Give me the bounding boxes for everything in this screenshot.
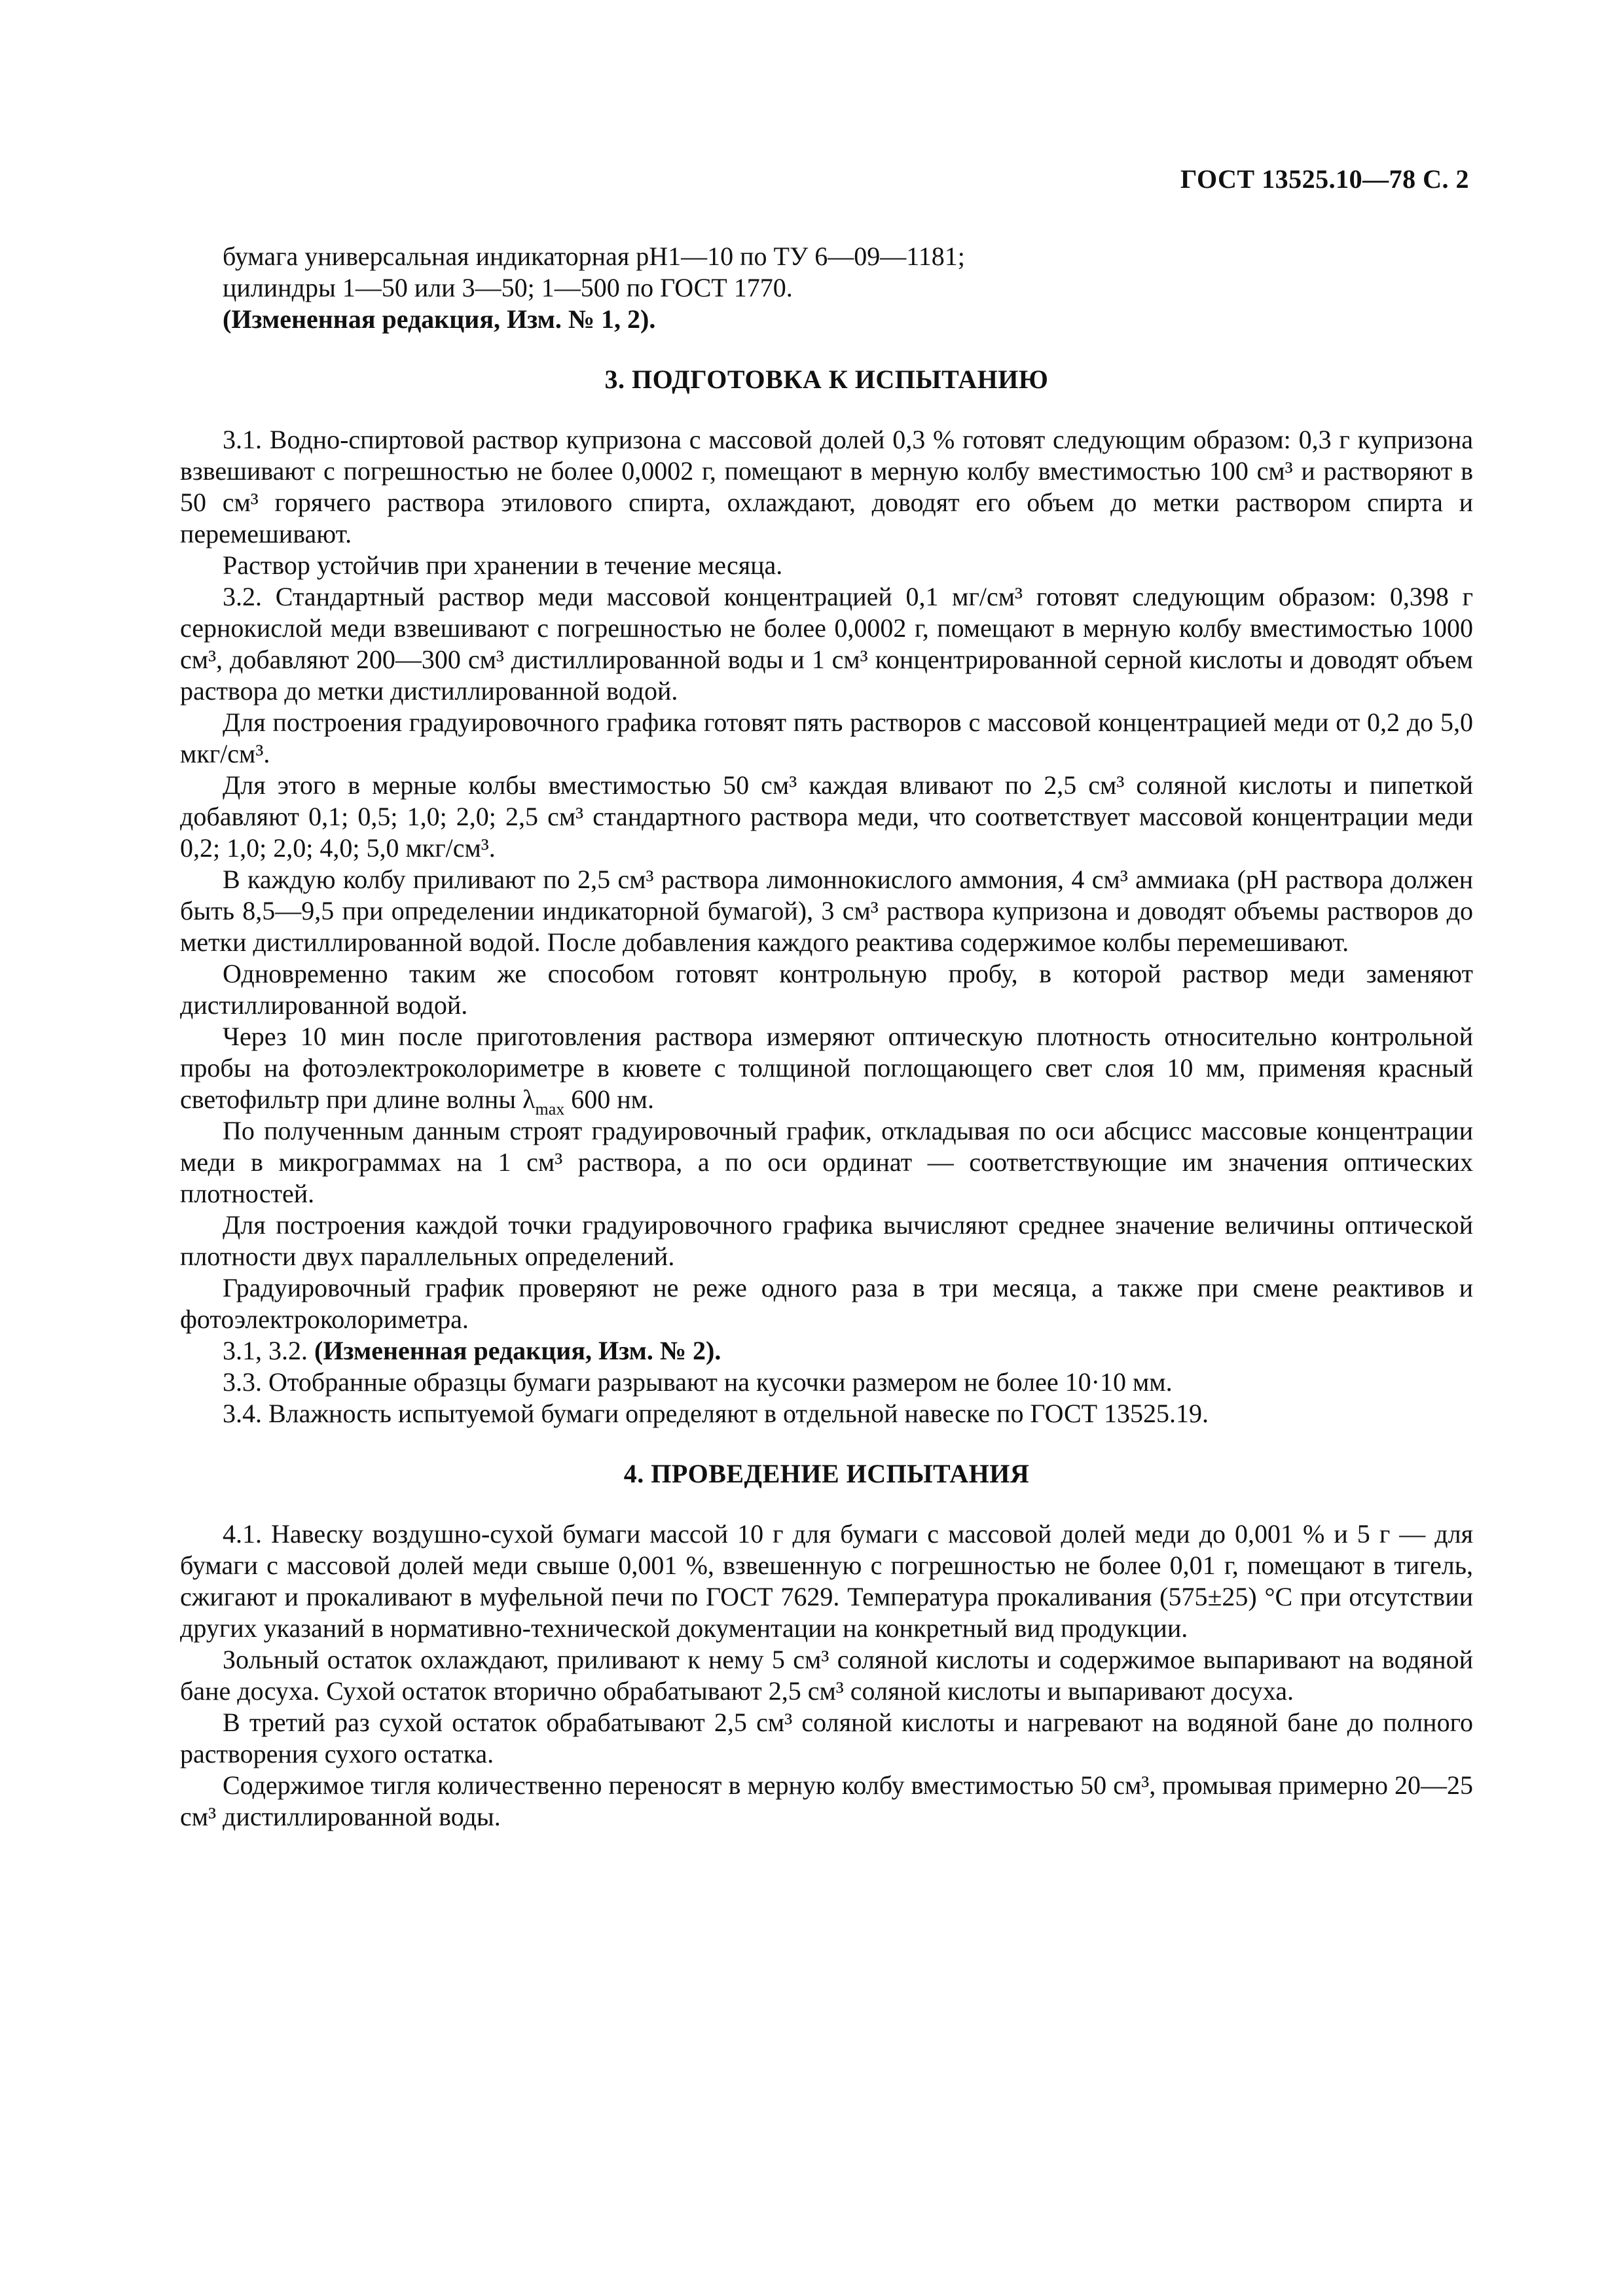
section-3-paragraph-6: В каждую колбу приливают по 2,5 см³ раствора лимоннокислого аммония, 4 см³ аммиака (рН раствора должен быть 8,5—9,5 при определении индикаторной бумагой), 3 см³ раствора купризона и доводят объемы растворов до метки дистиллированной водой. После добавления каждого реактива содержимое колбы перемешивают. (180, 865, 1473, 957)
page-header: ГОСТ 13525.10—78 С. 2 (1180, 164, 1469, 194)
section-3-paragraph-8 (180, 1021, 1473, 1119)
intro-amendment-note: (Измененная редакция, Изм. № 1, 2). (223, 304, 656, 334)
paragraph-8-text: Через 10 мин после приготовления раствора измеряют оптическую плотность относительно контрольной пробы на фотоэлектроколориметре в кювете с толщиной поглощающего свет слоя 10 мм, применяя красный светофильтр при длине волны λ (180, 1022, 1473, 1114)
intro-line-1: бумага универсальная индикаторная рН1—10 по ТУ 6—09—1181; (223, 242, 965, 271)
section-3-paragraph-1: 3.1. Водно-спиртовой раствор купризона с массовой долей 0,3 % готовят следующим образом: 0,3 г купризона взвешивают с погрешностью не более 0,0002 г, помещают в мерную колбу вместимостью 100 см³ и растворяют в 50 см³ горячего раствора этилового спирта, охлаждают, доводят его объем до метки раствором спирта и перемешивают. (180, 425, 1473, 548)
section-3-paragraph-11: Градуировочный график проверяют не реже одного раза в три месяца, а также при смене реактивов и фотоэлектроколориметра. (180, 1273, 1473, 1334)
section-3-paragraph-3: 3.2. Стандартный раствор меди массовой концентрацией 0,1 мг/см³ готовят следующим образом: 0,398 г сернокислой меди взвешивают с погрешностью не более 0,0002 г, помещают в мерную колбу вместимостью 1000 см³, добавляют 200—300 см³ дистиллированной воды и 1 см³ концентрированной серной кислоты и доводят объем раствора до метки дистиллированной водой. (180, 582, 1473, 706)
document-body (180, 241, 1473, 1833)
intro-line-2: цилиндры 1—50 или 3—50; 1—500 по ГОСТ 1770. (223, 273, 793, 302)
section-3-paragraph-10: Для построения каждой точки градуировочного графика вычисляют среднее значение величины оптической плотности двух параллельных определений. (180, 1210, 1473, 1271)
section-3-paragraph-5: Для этого в мерные колбы вместимостью 50 см³ каждая вливают по 2,5 см³ соляной кислоты и пипеткой добавляют 0,1; 0,5; 1,0; 2,0; 2,5 см³ стандартного раствора меди, что соответствует массовой концентрации меди 0,2; 1,0; 2,0; 4,0; 5,0 мкг/см³. (180, 770, 1473, 863)
lambda-subscript: max (535, 1100, 565, 1119)
section-3-paragraph-13: 3.3. Отобранные образцы бумаги разрывают на кусочки размером не более 10·10 мм. (223, 1367, 1173, 1397)
section-4-paragraph-4: Содержимое тигля количественно переносят в мерную колбу вместимостью 50 см³, промывая примерно 20—25 см³ дистиллированной воды. (180, 1770, 1473, 1831)
paragraph-8-tail: 600 нм. (564, 1085, 654, 1114)
intro-block (180, 241, 1473, 335)
section-4-paragraph-2: Зольный остаток охлаждают, приливают к нему 5 см³ соляной кислоты и содержимое выпаривают на водяной бане досуха. Сухой остаток вторично обрабатывают 2,5 см³ соляной кислоты и выпаривают досуха. (180, 1645, 1473, 1706)
section-3-paragraph-7: Одновременно таким же способом готовят контрольную пробу, в которой раствор меди заменяют дистиллированной водой. (180, 959, 1473, 1020)
section-3-title: 3. ПОДГОТОВКА К ИСПЫТАНИЮ (604, 365, 1049, 394)
amendment-clauses: 3.1, 3.2. (223, 1336, 314, 1365)
section-4-paragraph-1: 4.1. Навеску воздушно-сухой бумаги массой 10 г для бумаги с массовой долей меди до 0,001 % и 5 г — для бумаги с массовой долей меди свыше 0,001 %, взвешенную с погрешностью не более 0,01 г, помещают в тигель, сжигают и прокаливают в муфельной печи по ГОСТ 7629. Температура прокаливания (575±25) °С при отсутствии других указаний в нормативно-технической документации на конкретный вид продукции. (180, 1519, 1473, 1643)
section-3-paragraph-2: Раствор устойчив при хранении в течение месяца. (223, 550, 783, 580)
section-4-paragraph-3: В третий раз сухой остаток обрабатывают 2,5 см³ соляной кислоты и нагревают на водяной бане до полного растворения сухого остатка. (180, 1708, 1473, 1768)
section-3-paragraph-9: По полученным данным строят градуировочный график, откладывая по оси абсцисс массовые концентрации меди в микрограммах на 1 см³ раствора, а по оси ординат — соответствующие им значения оптических плотностей. (180, 1116, 1473, 1208)
section-4-title: 4. ПРОВЕДЕНИЕ ИСПЫТАНИЯ (623, 1459, 1030, 1488)
section-3-amendment-note (180, 1335, 1473, 1367)
amendment-label: (Измененная редакция, Изм. № 2). (314, 1336, 721, 1365)
section-3-paragraph-14: 3.4. Влажность испытуемой бумаги определяют в отдельной навеске по ГОСТ 13525.19. (223, 1399, 1209, 1428)
section-3-paragraph-4: Для построения градуировочного графика готовят пять растворов с массовой концентрацией меди от 0,2 до 5,0 мкг/см³. (180, 708, 1473, 768)
